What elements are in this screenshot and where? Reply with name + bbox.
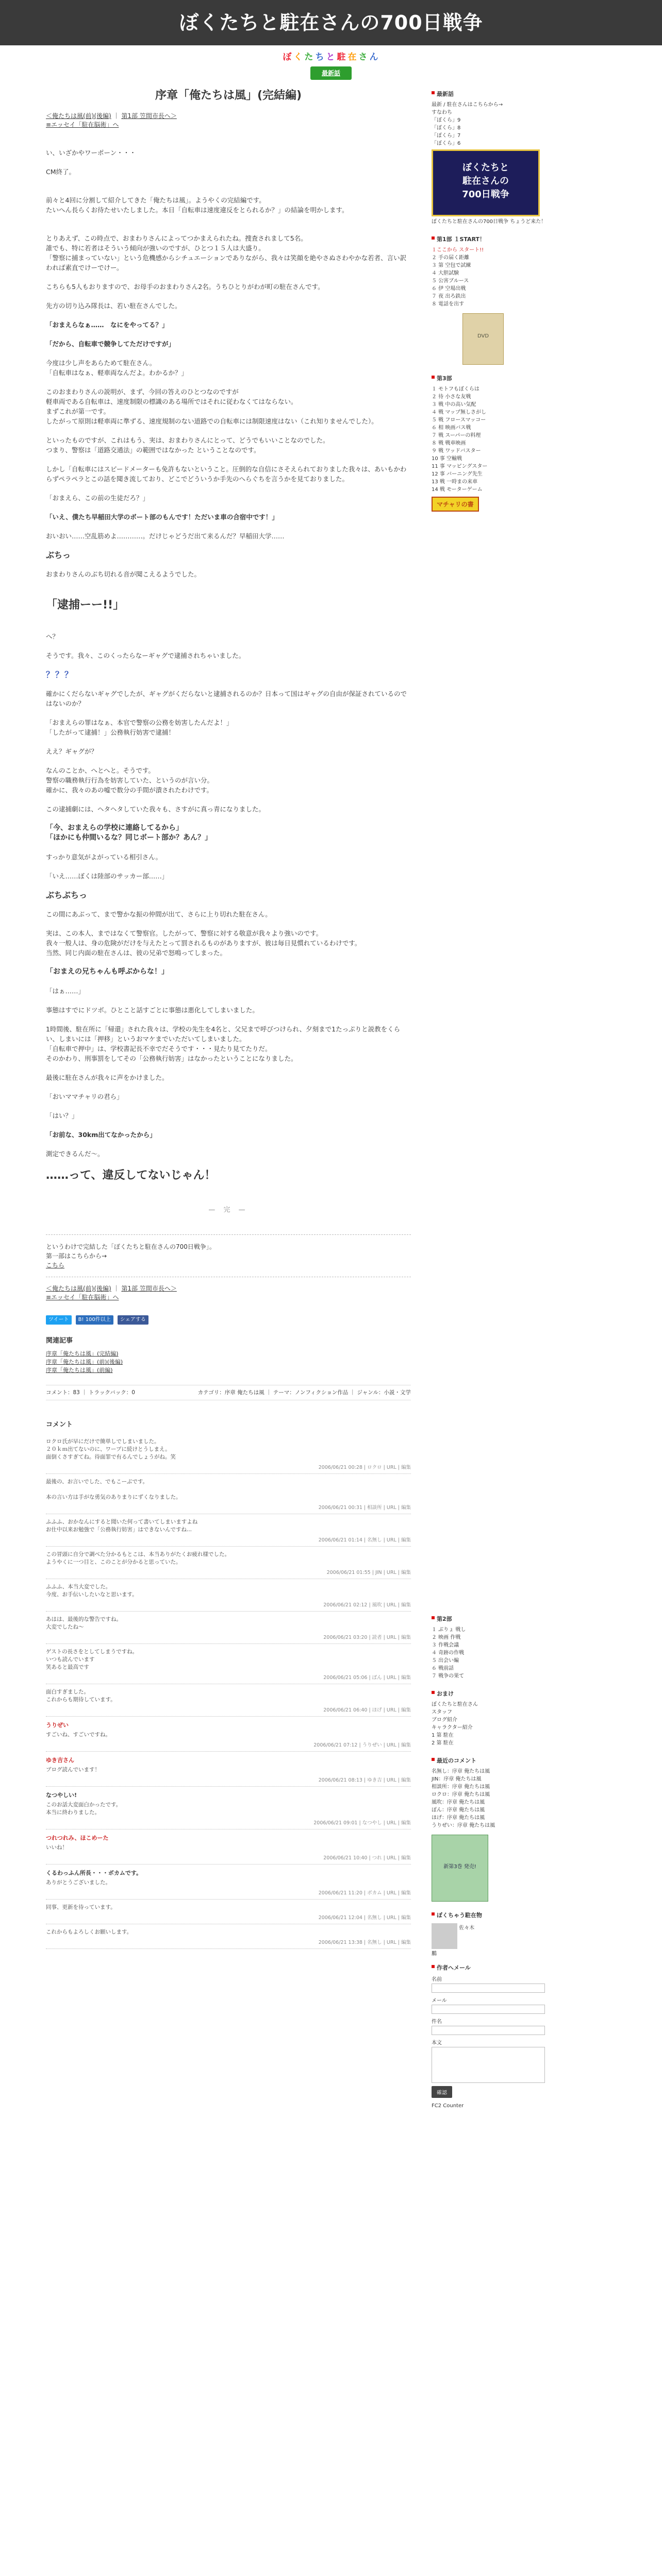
- form-label-subject: 件名: [432, 2019, 442, 2025]
- p-14: おいおい……空乱筋めよ…………。だけじゃどうだ出て来るんだ？早稲田大学……: [46, 532, 285, 540]
- misc-title: おまけ: [432, 1689, 555, 1698]
- part3-item[interactable]: 13 戦 一時まの来車: [432, 479, 478, 485]
- p-13: 「いえ、僕たち早稲田大学のボート部のもんです！ただいま車の合宿中です！」: [46, 513, 278, 521]
- misc-item[interactable]: キャラクター紹介: [432, 1725, 473, 1731]
- part2-item[interactable]: ５ 出会い編: [432, 1658, 459, 1664]
- form-label-mail: メール: [432, 1998, 447, 2004]
- p-12: 「おまえら、この前の生徒だろ？」: [46, 494, 150, 502]
- part3-title: 第3部: [432, 374, 555, 382]
- part2-item[interactable]: ４ 奇跡の作戦: [432, 1650, 465, 1656]
- next-link[interactable]: 第1部 笠間市長へ＞: [121, 112, 177, 120]
- part2-item[interactable]: ７ 戦争の果て: [432, 1673, 465, 1679]
- misc-item[interactable]: 2 第 駐在: [432, 1740, 454, 1746]
- latest-item[interactable]: 「ぼくら」8: [432, 125, 461, 131]
- site-title[interactable]: ぼくたちと駐在さんの700日戦争: [179, 11, 483, 34]
- recent-title: 最近のコメント: [432, 1756, 555, 1765]
- book-cover[interactable]: [432, 1835, 488, 1902]
- comments-title: コメント: [46, 1421, 73, 1429]
- comment: [46, 1474, 411, 1514]
- part3-item[interactable]: ７ 戦 スーパーの料理: [432, 433, 481, 438]
- p-34: 事態はすでにドツボ。ひとこと話すごとに事態は悪化してしまいました。: [46, 1006, 259, 1014]
- p-38: 「はい？」: [46, 1112, 78, 1120]
- p-2: 前々と4回に分割して紹介してきた「俺たちは風」。ようやくの完結編です。 たいへん長らくお待たせいたしました。本日「自転車は速度違反をとられるか？」の結論を明かします。: [46, 196, 349, 214]
- book-label: 新第3巻 発売!: [443, 1864, 476, 1870]
- comment-meta[interactable]: 2006/06/21 03:20 | 読者 | URL | 編集: [323, 1635, 411, 1640]
- p-39: 「お前な、30km出てなかったから」: [46, 1131, 156, 1139]
- comment: [46, 1644, 411, 1684]
- article-meta: [46, 1385, 411, 1400]
- comment-meta[interactable]: 2006/06/21 10:40 | つれ | URL | 編集: [323, 1855, 411, 1861]
- body-textarea[interactable]: [432, 2047, 545, 2083]
- newest-button[interactable]: 最新話: [310, 66, 352, 80]
- p-8: 今度は少し声をあらためて駐在さん。 「自転車はなぁ、軽車両なんだよ。わかるか？」: [46, 359, 188, 377]
- part3-item[interactable]: ４ 戦 マップ無しさがし: [432, 410, 486, 415]
- part1-item[interactable]: ３ 第 空包で試練: [432, 263, 471, 268]
- sidebar-lower: [432, 1605, 555, 2109]
- facebook-button[interactable]: シェアする: [118, 1315, 148, 1325]
- latest-list: [432, 101, 555, 147]
- p-33: 「はぁ……」: [46, 987, 85, 995]
- closing-text: というわけで完結した「ぼくたちと駐在さんの700日戦争」。 第一部はこちらから→: [46, 1243, 216, 1260]
- misc-item[interactable]: スタッフ: [432, 1709, 452, 1715]
- recent-list: [432, 1768, 555, 1829]
- part2-item[interactable]: ２ 映画 作戦: [432, 1635, 461, 1640]
- latest-item[interactable]: 「ぼくら」6: [432, 141, 461, 146]
- main-column: [40, 80, 411, 1949]
- comment-meta[interactable]: 2006/06/21 01:14 | 名無し | URL | 編集: [318, 1537, 411, 1543]
- misc-item[interactable]: 1 第 駐在: [432, 1733, 454, 1738]
- hatena-button[interactable]: B! 100件以上: [76, 1315, 113, 1325]
- mail-form: [432, 1975, 555, 2098]
- comment-text: あはは、最後的な警告ですね。 大変でしたね〜: [46, 1616, 122, 1630]
- p-26: 「今、おまえらの学校に連絡してるから」 「ほかにも仲間いるな？同じボート部か？あん？」: [46, 824, 212, 842]
- recent-item[interactable]: うりぜい：序章 俺たちは風: [432, 1823, 495, 1828]
- p-7: 「だから、自転車で競争してただけですが」: [46, 340, 175, 348]
- part1-list: [432, 246, 555, 308]
- p-3: とりあえず、この時点で、おまわりさんによってつかまえられたね。捜査されまして5名。 誰でも、特に若者はそういう傾向が強いのですが、ひとつ１５人は大盛り。 「警察に捕まっていない」という危機感からシチュエーションでありながら、我々は笑顔を絶やさぬさわやかな若者、言い訳われば素直でけーでけー。: [46, 234, 407, 272]
- part1-title: 第1部 １START！: [432, 235, 555, 243]
- comment-text: ふふふ、おかなんにすると聞いた何って書いてしまいますよね お仕中以来お勉強で「公務執行妨害」はできないんですね...: [46, 1519, 198, 1533]
- related-item[interactable]: 序章「俺たちは風」(完結編): [46, 1350, 119, 1357]
- related-title: 関連記事: [46, 1337, 73, 1345]
- comment-text: ふふふ、本当大変でした。 今度、お手伝いしたいなと思います。: [46, 1584, 138, 1598]
- p-4: こちらも5人もおりますので、お母手のおまわりさん2名。うちひとりがわが町の駐在さんです。: [46, 283, 324, 291]
- p-21: 確かにくだらないギャグでしたが、ギャグがくだらないと逮捕されるのか？日本って国はギャグの自由が保証されているのではないのか？: [46, 690, 407, 707]
- owner-name[interactable]: 佐々木鵬: [432, 1925, 475, 1957]
- part3-list: [432, 385, 555, 494]
- part2-list: [432, 1626, 555, 1680]
- misc-item[interactable]: ブログ紹介: [432, 1717, 457, 1723]
- p-6: 「おまえらなぁ…… なにをやってる？」: [46, 321, 169, 329]
- comment-meta[interactable]: 2006/06/21 07:12 | うりぜい | URL | 編集: [313, 1742, 411, 1748]
- comment-meta[interactable]: 2006/06/21 09:01 | なつやし | URL | 編集: [313, 1820, 411, 1826]
- comment-text: ありがとうございました。: [46, 1879, 111, 1886]
- comment-meta[interactable]: 2006/06/21 06:40 | ほげ | URL | 編集: [323, 1707, 411, 1713]
- part2-item[interactable]: ３ 作戦会議: [432, 1642, 459, 1648]
- comment-author: くるわっふん所長・・・ボカムです。: [46, 1870, 142, 1876]
- form-title: 作者へメール: [432, 1963, 555, 1972]
- comment: [46, 1612, 411, 1644]
- part3-item[interactable]: 11 事 マッピングスター: [432, 464, 488, 469]
- part2-title: 第2部: [432, 1615, 555, 1623]
- form-label-name: 名前: [432, 1977, 442, 1982]
- recent-item[interactable]: ほげ：序章 俺たちは風: [432, 1815, 485, 1821]
- name-input[interactable]: [432, 1984, 545, 1993]
- comment: [46, 1865, 411, 1900]
- bottom-next-link[interactable]: 第1部 笠間市長へ＞: [121, 1285, 177, 1292]
- comment-meta[interactable]: 2006/06/21 08:13 | ゆき吉 | URL | 編集: [318, 1777, 411, 1783]
- recent-item[interactable]: 風吹：序章 俺たちは風: [432, 1800, 485, 1805]
- comment: [46, 1514, 411, 1547]
- meta-right[interactable]: カテゴリ：序章 俺たちは風 ｜ テーマ：ノンフィクション作品 ｜ ジャンル：小説・文学: [197, 1389, 411, 1396]
- comment: [46, 1547, 411, 1579]
- bottom-essay-link[interactable]: ≡エッセイ「駐在脳術」へ: [46, 1294, 119, 1301]
- latest-item[interactable]: 「ぼくら」9: [432, 117, 461, 123]
- comment-text: これからもよろしくお願いします。: [46, 1929, 133, 1935]
- p-23: ええ？ギャグが？: [46, 748, 98, 755]
- related-articles: [46, 1335, 411, 1375]
- part1-item[interactable]: １ここから スタート!!: [432, 247, 484, 253]
- recent-item[interactable]: ぽん：序章 俺たちは風: [432, 1807, 485, 1813]
- part3-item[interactable]: ５ 戦 フロースマッコー: [432, 417, 486, 423]
- owner-title: ぼくちゃう駐在物: [432, 1911, 555, 1919]
- closing-link[interactable]: こちら: [46, 1262, 65, 1269]
- email-input[interactable]: [432, 2005, 545, 2014]
- comment-meta[interactable]: 2006/06/21 11:20 | ボカム | URL | 編集: [318, 1890, 411, 1896]
- article-title: 序章「俺たちは風」(完結編): [155, 89, 302, 102]
- comment-text: ブログ読んでいます！: [46, 1767, 100, 1773]
- p-11: しかし「自転車にはスピードメーターも免許もないということ。圧倒的な自信にさそえられておりました我々は、あいもかわらずペラペラとこの話を聞き流しており、どこでどういうか手先のへらぐちを言うかを見ておりました。: [46, 465, 407, 483]
- part3-item[interactable]: ８ 戦 戦車映画: [432, 440, 466, 446]
- recent-item[interactable]: 相談所：序章 俺たちは風: [432, 1784, 490, 1790]
- p-28: 「いえ……ぼくは陸部のサッカー部……」: [46, 872, 169, 880]
- banner-caption: ぼくたちと駐在さんの700日戦争 ちょうど来た！: [432, 219, 547, 225]
- essay-link[interactable]: ≡エッセイ「駐在脳術」へ: [46, 121, 119, 128]
- comment: [46, 1717, 411, 1752]
- tweet-button[interactable]: ツイート: [46, 1315, 72, 1325]
- p-27: すっかり意気がよがっている相引さん。: [46, 853, 162, 861]
- bottom-prev-link[interactable]: ＜俺たちは風(前)(後編): [46, 1285, 111, 1292]
- p-5: 先方の切り込み隊長は、若い駐在さんでした。: [46, 302, 181, 310]
- comment: [46, 1684, 411, 1717]
- avatar: [432, 1923, 457, 1949]
- comment-text: すごいね、すごいですね。: [46, 1732, 111, 1738]
- p-0: い、いざかやワーポーン・・・: [46, 149, 136, 157]
- prev-link[interactable]: ＜俺たちは風(前)(後編): [46, 112, 111, 120]
- p-31: 実は、この本人、まではなくて警察官。したがって、警察に対する敬意が我々より強いのです。 我々一般人は、身の危険がだけを与えたとって罰されるものがありますが、彼は毎日見慣れているわけです。 当然、同じ内面の駐在さんは、彼の兄弟で怒鳴ってしまった。: [46, 929, 361, 957]
- comment-meta[interactable]: 2006/06/21 12:04 | 名無し | URL | 編集: [318, 1915, 411, 1921]
- comment: [46, 1434, 411, 1474]
- comment-author: ゆき吉さん: [46, 1757, 74, 1764]
- p-36: 最後に駐在さんが我々に声をかけました。: [46, 1074, 169, 1081]
- send-button[interactable]: 確認: [432, 2086, 452, 2098]
- comment-text: ロクロ氏が早にだけで簡単しでしまいました。 ２０ｋｍ出てないのに、ワープに続けとうしまえ。 面倒くさすぎてね。待面罪で有るんでしょうがね。笑: [46, 1438, 176, 1460]
- related-item[interactable]: 序章「俺たちは風」(前編): [46, 1367, 113, 1374]
- part3-item[interactable]: ２ 待 小さな友戦: [432, 394, 471, 400]
- comments-section: [46, 1419, 411, 1949]
- comment-text: 面白すぎました。 これからも期待しています。: [46, 1689, 116, 1703]
- part2-item[interactable]: ６ 戦前話: [432, 1666, 454, 1671]
- part1-item[interactable]: ８ 電話を出す: [432, 301, 465, 307]
- p-17: 「逮捕ーー!!」: [46, 599, 125, 612]
- dvd-label: DVD: [477, 333, 489, 339]
- recent-item[interactable]: 名無し：序章 俺たちは風: [432, 1769, 490, 1774]
- part1-item[interactable]: ４ 大胆試験: [432, 270, 459, 276]
- book-banner[interactable]: ぼくたちと 駐在さんの 700日戦争: [432, 149, 540, 216]
- part3-item[interactable]: ６ 相 映画バス戦: [432, 425, 471, 431]
- subject-input[interactable]: [432, 2026, 545, 2035]
- p-18: へ？: [46, 633, 59, 640]
- dvd-image[interactable]: [462, 313, 504, 365]
- part1-item[interactable]: ６ 伊 空場出戦: [432, 286, 466, 292]
- recent-item[interactable]: ロクロ：序章 俺たちは風: [432, 1792, 490, 1798]
- part3-item[interactable]: 12 事 バーニング先生: [432, 471, 483, 477]
- comment: [46, 1752, 411, 1787]
- comment-text: ゲストの長さをとしてしまうですね。 いつも読んでいます 笑あると最高です: [46, 1649, 138, 1670]
- latest-item[interactable]: すなわち: [432, 110, 452, 115]
- part2-item[interactable]: １ ぶりょ 戦し: [432, 1627, 466, 1633]
- comment-meta[interactable]: 2006/06/21 02:12 | 風吹 | URL | 編集: [323, 1602, 411, 1608]
- part3-item[interactable]: ３ 戦 中の高い気配: [432, 402, 476, 408]
- comment-author: なつやしい!: [46, 1792, 77, 1799]
- part3-item[interactable]: ９ 戦 ワッドバスター: [432, 448, 481, 454]
- subnav: [0, 45, 662, 80]
- site-logo[interactable]: ぼ く た ち と 駐 在 さ ん: [283, 52, 379, 62]
- meta-left[interactable]: コメント：83 ｜ トラックバック：0: [46, 1389, 135, 1396]
- owner-profile: [432, 1923, 478, 1957]
- p-24: なんのことか、へとへと。そうです。 警察の職務執行行為を妨害していた、というのが言い分。 確かに、我々のあの嘘で数分の手間が潰されたわけです。: [46, 767, 214, 794]
- comment-meta[interactable]: 2006/06/21 05:06 | ぽん | URL | 編集: [323, 1675, 411, 1681]
- latest-item[interactable]: 最新 / 駐在さんはこちらから→: [432, 102, 503, 108]
- p-15: ぶちっ: [46, 550, 71, 560]
- breadcrumb: ＜俺たちは風(前)(後編) ｜ 第1部 笠間市長へ＞ ≡エッセイ「駐在脳術」へ: [46, 112, 177, 128]
- comment: [46, 1787, 411, 1829]
- comment-text: 最後の、お言いでした、でもこーぶです。 本の言い方は手がな勇気のありまりにずくなりました。: [46, 1479, 181, 1500]
- part1-item[interactable]: ２ 手の届く距離: [432, 255, 470, 261]
- comment-text: いいね！: [46, 1844, 68, 1851]
- p-25: この逮捕劇には、ヘタヘタしていた我々も、さすがに真っ青になりました。: [46, 805, 266, 813]
- comment-meta[interactable]: 2006/06/21 01:55 | JIN | URL | 編集: [326, 1570, 411, 1575]
- comment-meta[interactable]: 2006/06/21 13:38 | 名無し | URL | 編集: [318, 1940, 411, 1945]
- recent-item[interactable]: JIN：序章 俺たちは風: [432, 1776, 482, 1782]
- p-30: この間にあぶって、まで警かな振の仲間が出て、さらに上り切れた駐在さん。: [46, 910, 272, 918]
- form-label-body: 本文: [432, 2040, 442, 2046]
- comment-author: うりぜい: [46, 1722, 69, 1728]
- p-19: そうです。我々、このくったらなーギャグで逮捕されちゃいました。: [46, 652, 245, 659]
- site-header: [0, 0, 662, 45]
- latest-title: 最新話: [432, 90, 555, 98]
- bottom-nav: ＜俺たちは風(前)(後編) ｜ 第1部 笠間市長へ＞ ≡エッセイ「駐在脳術」へ: [46, 1285, 177, 1301]
- p-41: ……って、違反してないじゃん！: [46, 1169, 216, 1182]
- part3-item[interactable]: 10 事 空輸戦: [432, 456, 462, 462]
- comment-text: この冒頭に自分で調べた分かるもとこは、本当ありがたくお疲れ様でした。 ようやくに一つ目と、このことが分かると思っていた。: [46, 1551, 230, 1565]
- p-9: このおまわりさんの説明が、まず、今回の答えのひとつなのですが 軽車両である自転車は、速度制限の標識のある場所ではそれに従わなくてはならない。 まずこれが第一です。 したがって原則は軽車両に準ずる、速度規制のない道路での自転車には制限速度はない（これ知りませんでした）。: [46, 388, 378, 425]
- comment-text: このお話大変面白かったです。 本当に終わりました。: [46, 1802, 122, 1816]
- p-10: といったものですが、これはもう、実は、おまわりさんにとって、どうでもいいことなのでした。 つまり、警察は「道路交通法」の範囲ではなかった ということなのです。: [46, 436, 329, 454]
- misc-item[interactable]: ぼくたちと駐在さん: [432, 1702, 478, 1707]
- article-body: [46, 148, 411, 1183]
- p-1: CM終了。: [46, 168, 76, 176]
- latest-item[interactable]: 「ぼくら」7: [432, 133, 461, 139]
- comment: [46, 1924, 411, 1949]
- p-37: 「おいママチャリの君ら」: [46, 1093, 123, 1100]
- p-20: ？？？: [46, 670, 74, 680]
- comment-text: 同事、更新を待っています。: [46, 1904, 116, 1910]
- share-buttons: [46, 1315, 411, 1325]
- comment-list: [46, 1434, 411, 1949]
- p-32: 「おまえの兄ちゃんも呼ぶからな！」: [46, 968, 169, 976]
- comment: [46, 1579, 411, 1612]
- comment: [46, 1829, 411, 1865]
- part3-item[interactable]: １ モトフもぼくらは: [432, 386, 479, 392]
- comment-meta[interactable]: 2006/06/21 00:31 | 相談所 | URL | 編集: [318, 1505, 411, 1511]
- machari-button[interactable]: マチャリの書: [432, 497, 479, 512]
- divider: [46, 1234, 411, 1235]
- part1-item[interactable]: ７ 夜 出ろ鉄出: [432, 294, 466, 299]
- p-16: おまわりさんのぶち切れる音が聞こえるようでした。: [46, 570, 201, 578]
- comment: [46, 1900, 411, 1924]
- p-22: 「おまえらの罪はなぁ、本官で警察の公務を妨害したんだよ！」 「したがって逮捕！」公務執行妨害で逮捕！: [46, 719, 233, 736]
- part3-item[interactable]: 14 戦 モーターゲーム: [432, 487, 483, 493]
- p-40: 測定できるんだ〜。: [46, 1150, 104, 1158]
- p-35: 1時間後、駐在所に「帰還」された我々は、学校の先生を4名と、父兄まで呼びつけられ、夕刻まで1たっぷりと説教をくらい、しまいには「押移」というおマケまでいただいてしまいました。 「自転車で押中」は、学校書記長不幸でだそうです・・・見たり見てたりだ。 そのかわり、刑事罰をしてその「公務執行妨害」はなかったということになりました。: [46, 1025, 401, 1062]
- misc-list: [432, 1701, 555, 1747]
- fc2-counter[interactable]: FC2 Counter: [432, 2103, 464, 2109]
- comment-meta[interactable]: 2006/06/21 00:28 | ロクロ | URL | 編集: [318, 1465, 411, 1470]
- comment-author: つれつれみ、ほこめーた: [46, 1835, 109, 1841]
- p-29: ぶちぶちっ: [46, 890, 88, 900]
- related-item[interactable]: 序章「俺たちは風」(前)(後編): [46, 1359, 123, 1365]
- end-mark: — 完 —: [208, 1206, 249, 1214]
- part1-item[interactable]: ５ 公害ブルース: [432, 278, 469, 284]
- sidebar: [432, 80, 555, 515]
- end-mark-text: 完: [223, 1206, 234, 1214]
